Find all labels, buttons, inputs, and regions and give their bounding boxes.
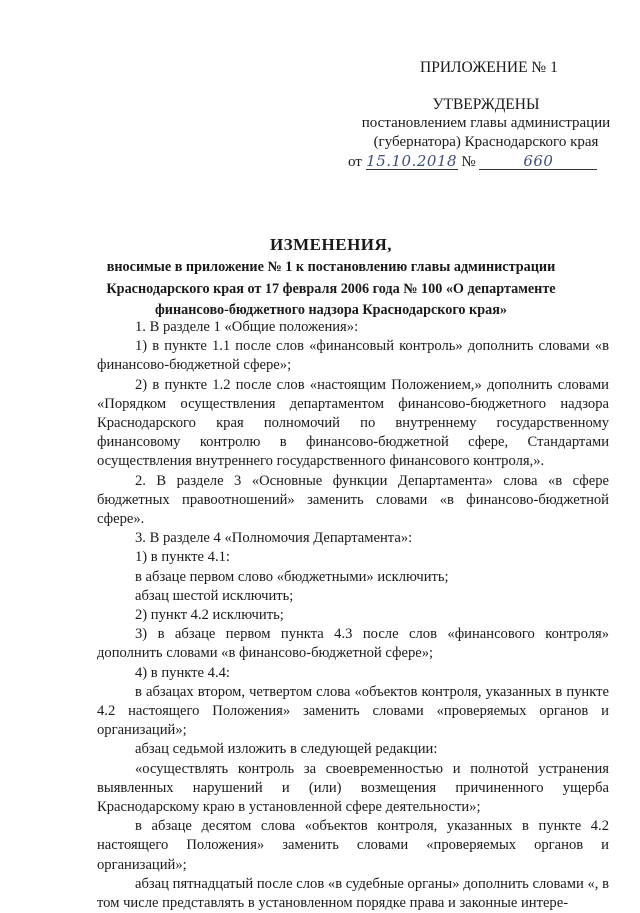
appendix-label: ПРИЛОЖЕНИЕ № 1 — [420, 59, 558, 76]
paragraph: в абзацах втором, четвертом слова «объектов контроля, указанных в пункте 4.2 настоящего Положения» заменить словами «проверяемых органов и организаций»; — [97, 683, 609, 739]
paragraph: 2) в пункте 1.2 после слов «настоящим Положением,» дополнить словами «Порядком осуществления департаментом финансово-бюджетного надзора Краснодарского края полномочий по внутреннему государственному финансовому контролю в финансово-бюджетной сфере, Стандартами осуществления внутреннего государственного финансового контроля,». — [97, 376, 609, 470]
approved-by-line-1: постановлением главы администрации — [361, 115, 611, 131]
document-body — [97, 318, 609, 913]
paragraph: 3. В разделе 4 «Полномочия Департамента»: — [135, 530, 413, 547]
title-line-3: финансово-бюджетного надзора Краснодарского края» — [154, 302, 507, 318]
paragraph: 2) пункт 4.2 исключить; — [135, 607, 284, 624]
date-number-line — [344, 153, 614, 172]
title-main: ИЗМЕНЕНИЯ, — [269, 235, 393, 254]
paragraph: 3) в абзаце первом пункта 4.3 после слов «финансового контроля» дополнить словами «в финансово-бюджетной сфере»; — [97, 626, 609, 662]
approved-label: УТВЕРЖДЕНЫ — [432, 96, 540, 113]
paragraph: «осуществлять контроль за своевременностью и полнотой устранения выявленных нарушений и (или) возмещения причиненного ущерба Краснодарскому краю в установленной сфере деятельности»; — [97, 760, 609, 816]
paragraph: 4) в пункте 4.4: — [135, 664, 230, 681]
paragraph: 2. В разделе 3 «Основные функции Департамента» слова «в сфере бюджетных правоотношений» заменить словами «в финансово-бюджетной сфере». — [97, 472, 609, 528]
paragraph: абзац седьмой изложить в следующей редакции: — [135, 741, 438, 758]
paragraph: в абзаце десятом слова «объектов контроля, указанных в пункте 4.2 настоящего Положения» заменить словами «проверяемых органов и организаций»; — [97, 818, 609, 873]
handwritten-number: 660 — [479, 153, 597, 170]
handwritten-date: 15.10.2018 — [366, 152, 458, 170]
title-line-2: Краснодарского края от 17 февраля 2006 года № 100 «О департаменте — [106, 280, 556, 297]
document-title — [96, 234, 566, 321]
number-prefix: № — [461, 154, 476, 170]
approved-by-line-2: (губернатора) Краснодарского края — [373, 134, 599, 150]
paragraph: в абзаце первом слово «бюджетными» исключить; — [135, 568, 449, 585]
paragraph: абзац шестой исключить; — [135, 587, 294, 604]
paragraph: 1) в пункте 4.1: — [135, 549, 230, 566]
title-line-1: вносимые в приложение № 1 к постановлению главы администрации — [106, 259, 556, 275]
date-prefix: от — [348, 154, 362, 170]
paragraph: 1) в пункте 1.1 после слов «финансовый контроль» дополнить словами «в финансово-бюджетной сфере»; — [97, 338, 609, 374]
paragraph: 1. В разделе 1 «Общие положения»: — [135, 319, 359, 335]
paragraph: абзац пятнадцатый после слов «в судебные органы» дополнить словами «, в том числе представлять в установленном порядке права и законные интере- — [97, 875, 609, 912]
approval-stamp-block — [344, 58, 614, 172]
